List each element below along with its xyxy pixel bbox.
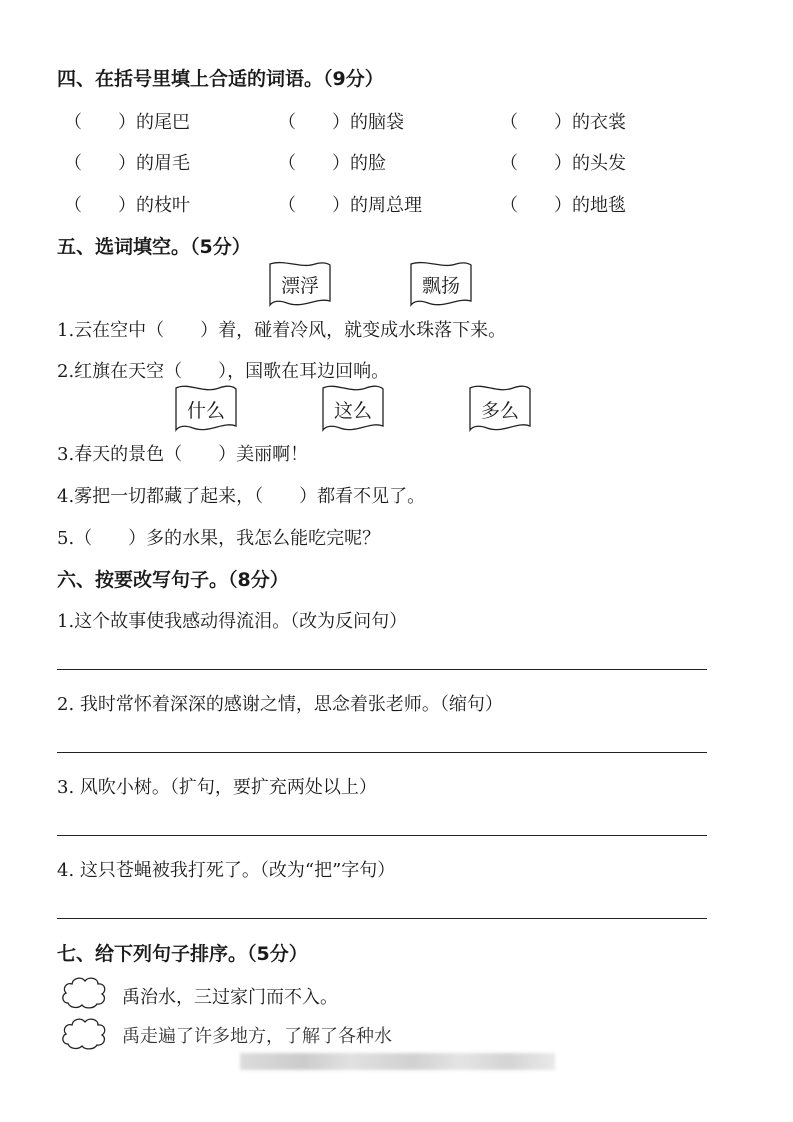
fill-blank-item: （ ）的尾巴 [64, 112, 190, 133]
word-label: 多么 [480, 400, 519, 422]
word-flag-piaoyang [408, 261, 474, 309]
word-flag-shenme [173, 384, 239, 434]
word-flag-duome [467, 384, 533, 434]
word-flag-piaofu [267, 261, 333, 309]
blurred-watermark [240, 1053, 555, 1070]
cloud-answer-box [60, 1014, 108, 1034]
answer-line [57, 835, 707, 836]
word-label: 这么 [333, 400, 372, 422]
fill-blank-item: （ ）的地毯 [500, 195, 626, 216]
word-label: 漂浮 [280, 275, 319, 297]
question-6-2: 2. 我时常怀着深深的感谢之情，思念着张老师。（缩句） [57, 694, 503, 715]
sentence-1: 禹治水，三过家门而不入。 [122, 987, 338, 1008]
fill-blank-item: （ ）的头发 [500, 153, 626, 174]
answer-line [57, 669, 707, 670]
word-flag-zheme [320, 384, 386, 434]
cloud-answer-box [60, 973, 108, 1011]
question-5-3: 3.春天的景色（ ）美丽啊！ [57, 444, 309, 465]
fill-blank-item: （ ）的脑袋 [278, 112, 404, 133]
fill-blank-item: （ ）的枝叶 [64, 195, 190, 216]
question-5-1: 1.云在空中（ ）着，碰着冷风，就变成水珠落下来。 [57, 320, 507, 341]
question-6-3: 3. 风吹小树。（扩句，要扩充两处以上） [57, 777, 377, 798]
fill-blank-item: （ ）的脸 [278, 153, 386, 174]
question-6-4: 4. 这只苍蝇被我打死了。（改为“把”字句） [57, 860, 396, 881]
answer-line [57, 752, 707, 753]
section-5-title: 五、选词填空。（5分） [57, 236, 251, 258]
section-4-title: 四、在括号里填上合适的词语。（9分） [57, 68, 384, 90]
question-6-1: 1.这个故事使我感动得流泪。（改为反问句） [57, 611, 408, 632]
section-7-title: 七、给下列句子排序。（5分） [57, 943, 308, 965]
question-5-5: 5.（ ）多的水果，我怎么能吃完呢？ [57, 528, 381, 549]
word-label: 飘扬 [421, 275, 460, 297]
question-5-2: 2.红旗在天空（ ），国歌在耳边回响。 [57, 361, 390, 382]
word-label: 什么 [186, 400, 225, 422]
answer-line [57, 918, 707, 919]
question-5-4: 4.雾把一切都藏了起来，（ ）都看不见了。 [57, 486, 426, 507]
fill-blank-item: （ ）的衣裳 [500, 112, 626, 133]
fill-blank-item: （ ）的眉毛 [64, 153, 190, 174]
section-6-title: 六、按要改写句子。（8分） [57, 569, 289, 591]
fill-blank-item: （ ）的周总理 [278, 195, 422, 216]
sentence-2-cut: 禹走遍了许多地方，了解了各种水 [122, 1026, 392, 1047]
